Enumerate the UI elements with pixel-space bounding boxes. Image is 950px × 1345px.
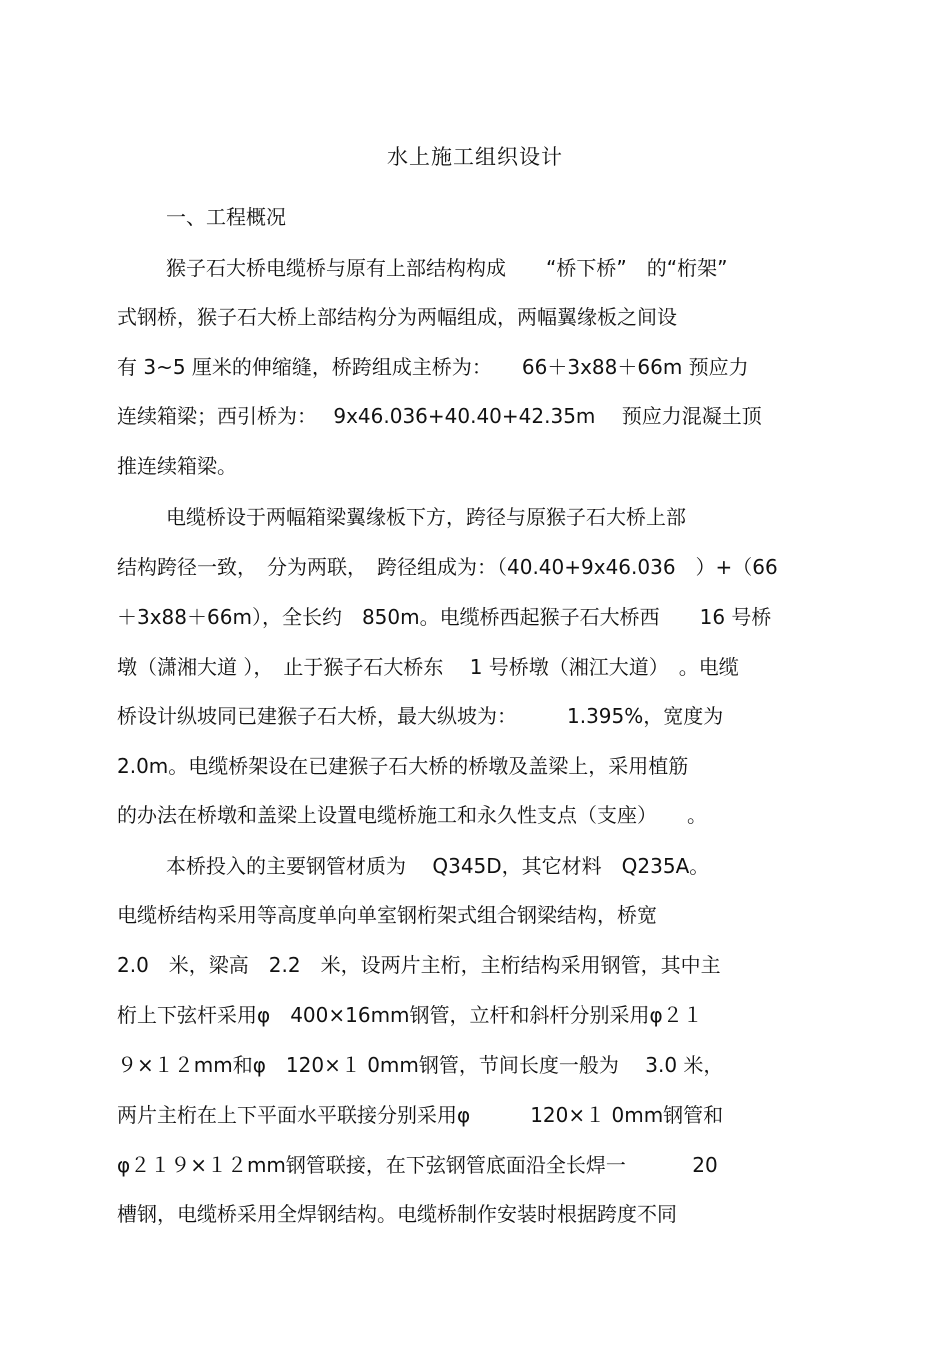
paragraph-line: 有 3~5 厘米的伸缩缝，桥跨组成主桥为： 66＋3x88＋66m 预应力 xyxy=(117,355,749,379)
paragraph-line: 结构跨径一致， 分为两联， 跨径组成为：（40.40+9x46.036 ）+（66 xyxy=(117,555,778,579)
document-title: 水上施工组织设计 xyxy=(387,145,563,169)
paragraph-line: 电缆桥结构采用等高度单向单室钢桁架式组合钢梁结构，桥宽 xyxy=(117,903,657,927)
paragraph-line: 连续箱梁；西引桥为： 9x46.036+40.40+42.35m 预应力混凝土顶 xyxy=(117,404,762,428)
paragraph-line: φ２１９×１２mm钢管联接，在下弦钢管底面沿全长焊一 20 xyxy=(117,1153,718,1177)
paragraph-line: 槽钢，电缆桥采用全焊钢结构。电缆桥制作安装时根据跨度不同 xyxy=(117,1202,677,1226)
paragraph-line: 2.0m。电缆桥架设在已建猴子石大桥的桥墩及盖梁上，采用植筋 xyxy=(117,754,689,778)
paragraph-line: 的办法在桥墩和盖梁上设置电缆桥施工和永久性支点（支座） 。 xyxy=(117,803,707,827)
paragraph-line: 猴子石大桥电缆桥与原有上部结构构成 “桥下桥” 的“桁架” xyxy=(166,256,728,280)
paragraph-line: 电缆桥设于两幅箱梁翼缘板下方，跨径与原猴子石大桥上部 xyxy=(166,505,686,529)
paragraph-line: 桁上下弦杆采用φ 400×16mm钢管，立杆和斜杆分别采用φ２１ xyxy=(117,1003,703,1027)
paragraph-line: ＋3x88＋66m），全长约 850m。电缆桥西起猴子石大桥西 16 号桥 xyxy=(117,605,772,629)
paragraph-line: 桥设计纵坡同已建猴子石大桥，最大纵坡为： 1.395%，宽度为 xyxy=(117,704,724,728)
paragraph-line: 墩（潇湘大道 ）， 止于猴子石大桥东 1 号桥墩（湘江大道） 。电缆 xyxy=(117,655,739,679)
paragraph-line: 式钢桥，猴子石大桥上部结构分为两幅组成，两幅翼缘板之间设 xyxy=(117,305,677,329)
paragraph-line: 2.0 米，梁高 2.2 米，设两片主桁，主桁结构采用钢管，其中主 xyxy=(117,953,721,977)
section-heading: 一、工程概况 xyxy=(166,205,286,229)
paragraph-line: 两片主桁在上下平面水平联接分别采用φ 120×１ 0mm钢管和 xyxy=(117,1103,724,1127)
paragraph-line: 推连续箱梁。 xyxy=(117,454,237,478)
paragraph-line: ９×１２mm和φ 120×１ 0mm钢管，节间长度一般为 3.0 米， xyxy=(117,1053,724,1077)
paragraph-line: 本桥投入的主要钢管材质为 Q345D，其它材料 Q235A。 xyxy=(166,854,710,878)
